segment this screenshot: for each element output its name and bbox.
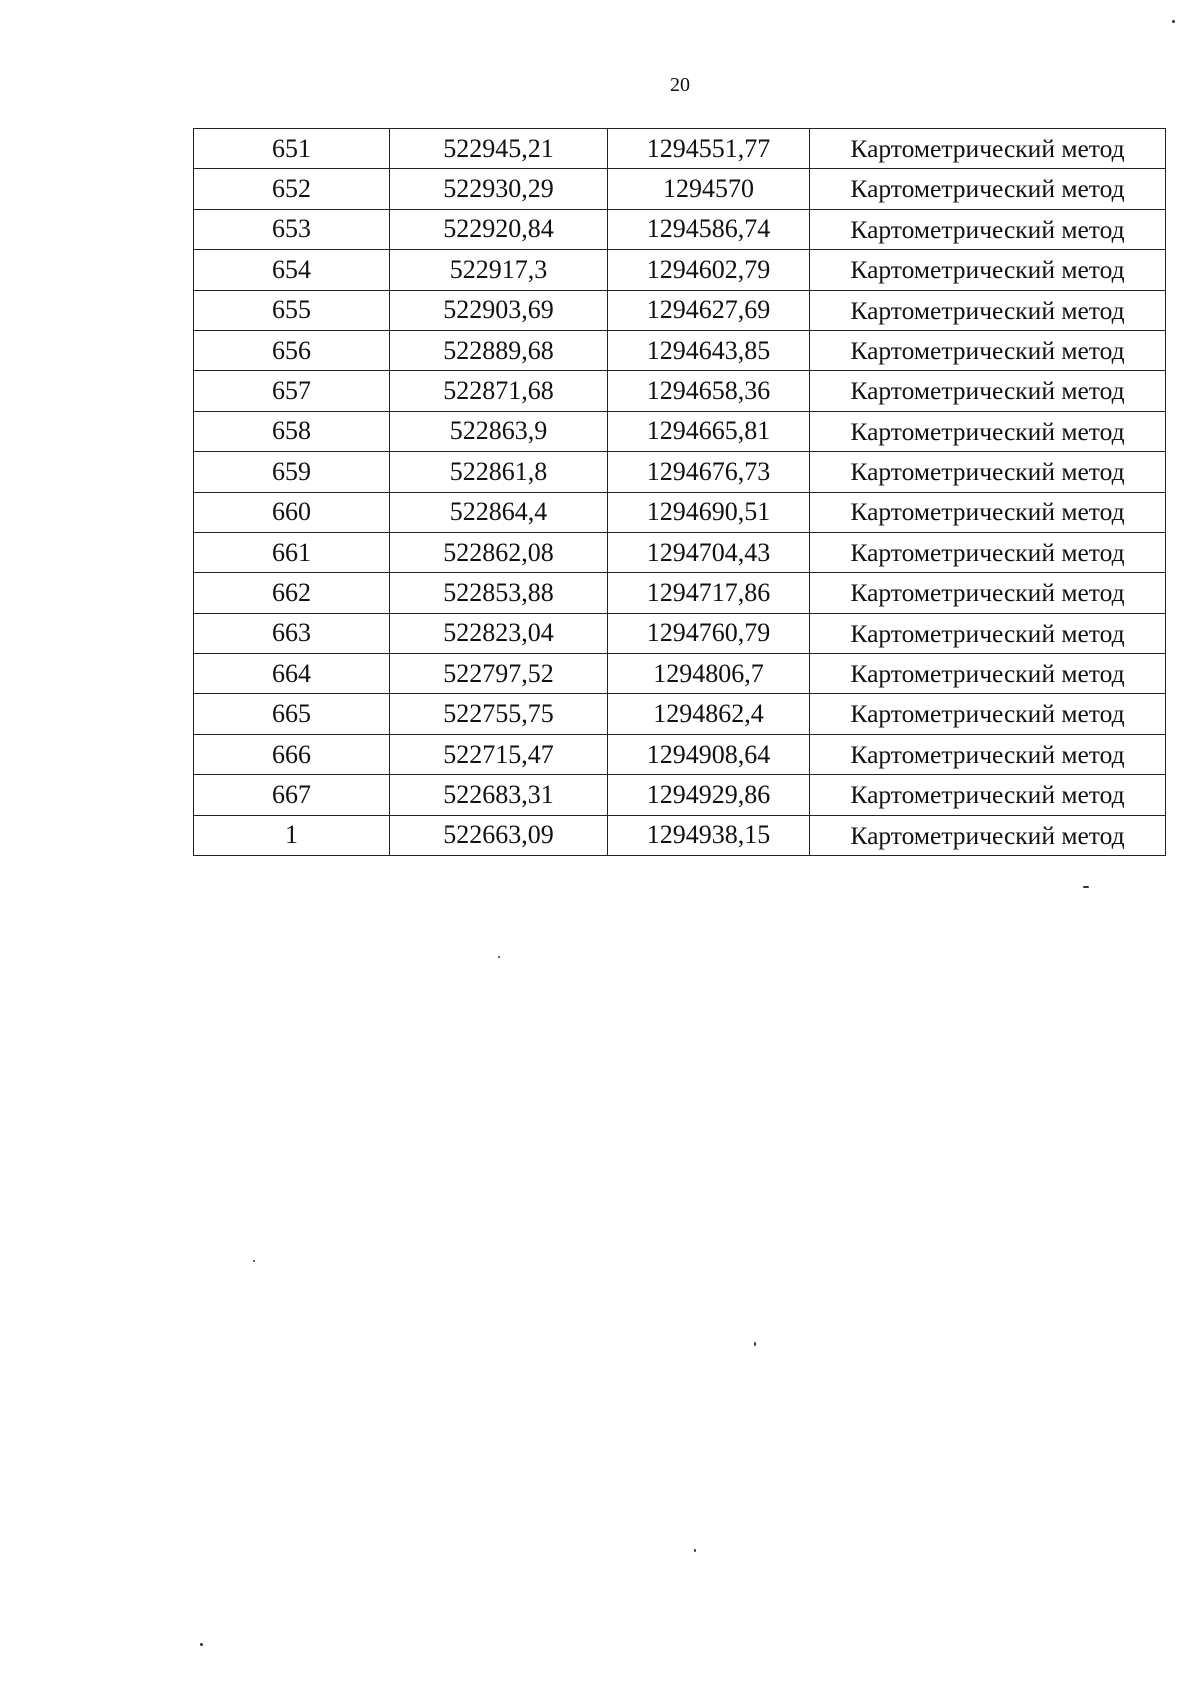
table-row — [194, 694, 1166, 734]
method-cell: Картометрический метод — [810, 411, 1166, 451]
y-coordinate-cell: 1294908,64 — [608, 734, 810, 774]
y-coordinate-cell: 1294602,79 — [608, 250, 810, 290]
y-coordinate-cell: 1294690,51 — [608, 492, 810, 532]
y-coordinate-cell: 1294704,43 — [608, 532, 810, 572]
x-coordinate-cell: 522683,31 — [390, 775, 608, 815]
table-row — [194, 371, 1166, 411]
scan-speck — [253, 1260, 255, 1262]
method-cell: Картометрический метод — [810, 129, 1166, 169]
scan-speck — [754, 1342, 756, 1346]
y-coordinate-cell: 1294717,86 — [608, 573, 810, 613]
point-number-cell: 658 — [194, 411, 390, 451]
method-cell: Картометрический метод — [810, 613, 1166, 653]
table-row — [194, 775, 1166, 815]
x-coordinate-cell: 522862,08 — [390, 532, 608, 572]
point-number-cell: 663 — [194, 613, 390, 653]
x-coordinate-cell: 522930,29 — [390, 169, 608, 209]
point-number-cell: 660 — [194, 492, 390, 532]
method-cell: Картометрический метод — [810, 250, 1166, 290]
scan-speck — [200, 1643, 203, 1646]
method-cell: Картометрический метод — [810, 734, 1166, 774]
method-cell: Картометрический метод — [810, 532, 1166, 572]
x-coordinate-cell: 522797,52 — [390, 654, 608, 694]
point-number-cell: 652 — [194, 169, 390, 209]
x-coordinate-cell: 522863,9 — [390, 411, 608, 451]
coordinates-table-body — [194, 129, 1166, 856]
x-coordinate-cell: 522755,75 — [390, 694, 608, 734]
x-coordinate-cell: 522663,09 — [390, 815, 608, 855]
y-coordinate-cell: 1294551,77 — [608, 129, 810, 169]
method-cell: Картометрический метод — [810, 169, 1166, 209]
x-coordinate-cell: 522864,4 — [390, 492, 608, 532]
scan-speck — [1083, 886, 1089, 888]
point-number-cell: 659 — [194, 452, 390, 492]
table-row — [194, 330, 1166, 370]
table-row — [194, 209, 1166, 249]
y-coordinate-cell: 1294627,69 — [608, 290, 810, 330]
method-cell: Картометрический метод — [810, 654, 1166, 694]
table-row — [194, 492, 1166, 532]
point-number-cell: 653 — [194, 209, 390, 249]
y-coordinate-cell: 1294862,4 — [608, 694, 810, 734]
y-coordinate-cell: 1294676,73 — [608, 452, 810, 492]
point-number-cell: 664 — [194, 654, 390, 694]
method-cell: Картометрический метод — [810, 492, 1166, 532]
y-coordinate-cell: 1294665,81 — [608, 411, 810, 451]
y-coordinate-cell: 1294586,74 — [608, 209, 810, 249]
table-row — [194, 129, 1166, 169]
table-row — [194, 411, 1166, 451]
table-row — [194, 573, 1166, 613]
method-cell: Картометрический метод — [810, 573, 1166, 613]
method-cell: Картометрический метод — [810, 815, 1166, 855]
y-coordinate-cell: 1294643,85 — [608, 330, 810, 370]
table-row — [194, 734, 1166, 774]
point-number-cell: 662 — [194, 573, 390, 613]
point-number-cell: 667 — [194, 775, 390, 815]
table-row — [194, 654, 1166, 694]
point-number-cell: 665 — [194, 694, 390, 734]
method-cell: Картометрический метод — [810, 209, 1166, 249]
x-coordinate-cell: 522861,8 — [390, 452, 608, 492]
x-coordinate-cell: 522920,84 — [390, 209, 608, 249]
x-coordinate-cell: 522945,21 — [390, 129, 608, 169]
table-row — [194, 613, 1166, 653]
point-number-cell: 666 — [194, 734, 390, 774]
table-row — [194, 169, 1166, 209]
table-row — [194, 452, 1166, 492]
point-number-cell: 661 — [194, 532, 390, 572]
y-coordinate-cell: 1294929,86 — [608, 775, 810, 815]
coordinates-table — [193, 128, 1166, 856]
point-number-cell: 654 — [194, 250, 390, 290]
table-row — [194, 532, 1166, 572]
x-coordinate-cell: 522903,69 — [390, 290, 608, 330]
y-coordinate-cell: 1294658,36 — [608, 371, 810, 411]
scan-speck — [694, 1549, 696, 1552]
table-row — [194, 250, 1166, 290]
x-coordinate-cell: 522715,47 — [390, 734, 608, 774]
y-coordinate-cell: 1294760,79 — [608, 613, 810, 653]
method-cell: Картометрический метод — [810, 694, 1166, 734]
table-row — [194, 290, 1166, 330]
method-cell: Картометрический метод — [810, 775, 1166, 815]
x-coordinate-cell: 522871,68 — [390, 371, 608, 411]
point-number-cell: 657 — [194, 371, 390, 411]
method-cell: Картометрический метод — [810, 371, 1166, 411]
point-number-cell: 656 — [194, 330, 390, 370]
point-number-cell: 655 — [194, 290, 390, 330]
point-number-cell: 651 — [194, 129, 390, 169]
y-coordinate-cell: 1294938,15 — [608, 815, 810, 855]
scan-speck — [1172, 20, 1175, 23]
y-coordinate-cell: 1294570 — [608, 169, 810, 209]
x-coordinate-cell: 522823,04 — [390, 613, 608, 653]
method-cell: Картометрический метод — [810, 290, 1166, 330]
page-number: 20 — [670, 74, 690, 96]
x-coordinate-cell: 522889,68 — [390, 330, 608, 370]
method-cell: Картометрический метод — [810, 330, 1166, 370]
scan-speck — [498, 956, 500, 958]
x-coordinate-cell: 522853,88 — [390, 573, 608, 613]
point-number-cell: 1 — [194, 815, 390, 855]
y-coordinate-cell: 1294806,7 — [608, 654, 810, 694]
method-cell: Картометрический метод — [810, 452, 1166, 492]
x-coordinate-cell: 522917,3 — [390, 250, 608, 290]
table-row — [194, 815, 1166, 855]
